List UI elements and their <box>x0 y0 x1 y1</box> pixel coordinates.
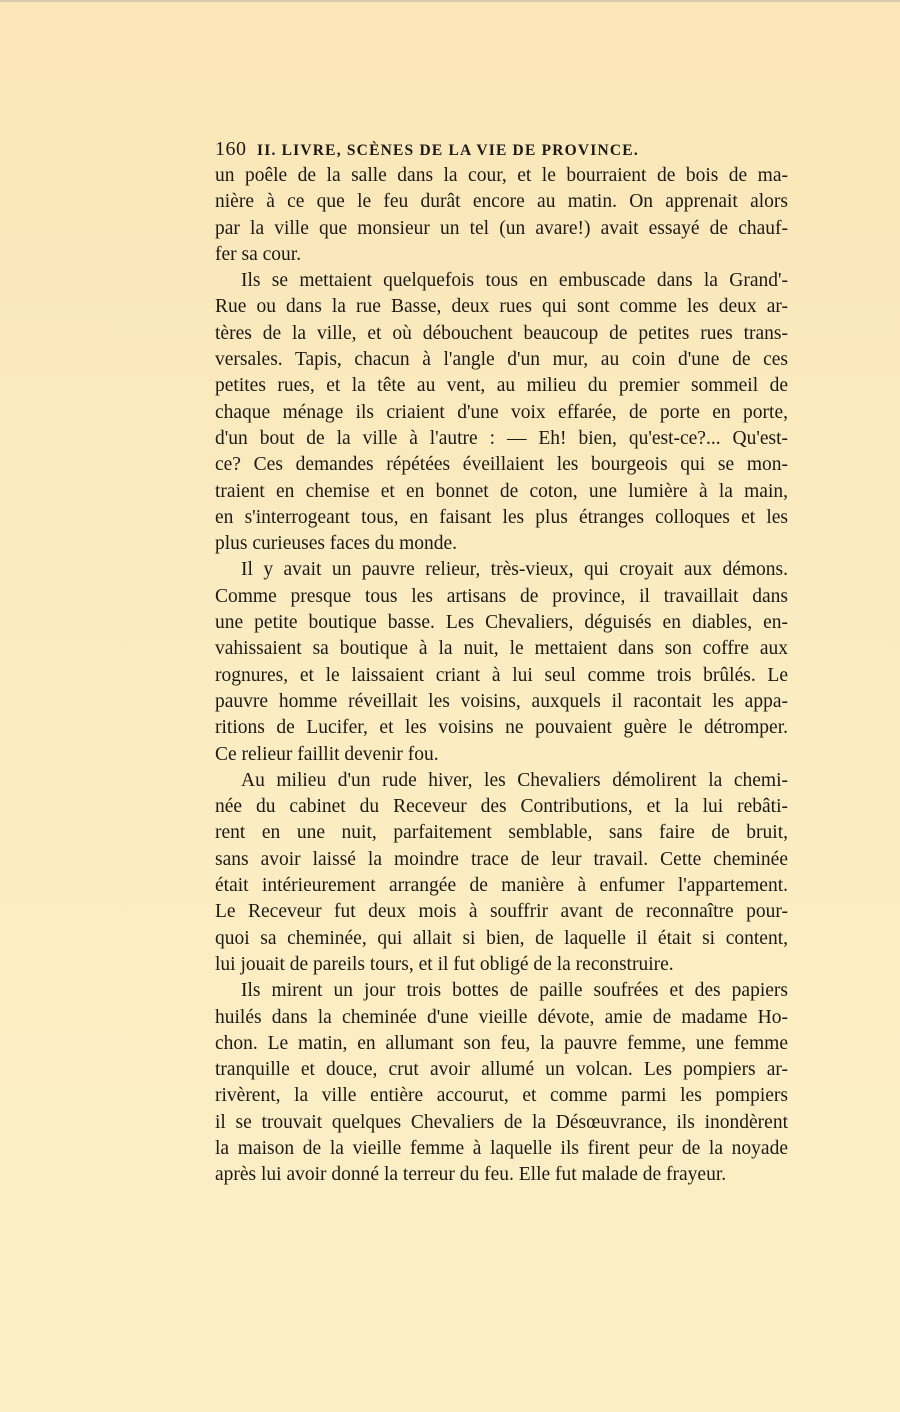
text-line: plus curieuses faces du monde. <box>215 533 458 555</box>
text-line: la maison de la vieille femme à laquelle ils firent peur de la noyade <box>215 1137 788 1159</box>
page-number: 160 <box>215 138 247 160</box>
text-line: lui jouait de pareils tours, et il fut obligé de la reconstruire. <box>215 953 674 975</box>
scan-top-edge <box>0 0 900 2</box>
text-line: Ils mirent un jour trois bottes de paille soufrées et des papiers <box>241 980 788 1002</box>
text-line: Au milieu d'un rude hiver, les Chevaliers démolirent la chemi- <box>241 769 788 791</box>
text-line: petites rues, et la tête au vent, au milieu du premier sommeil de <box>215 375 788 397</box>
text-line: traient en chemise et en bonnet de coton, une lumière à la main, <box>215 480 788 502</box>
text-line: fer sa cour. <box>215 243 302 265</box>
text-line: tranquille et douce, crut avoir allumé un volcan. Les pompiers ar- <box>215 1059 788 1081</box>
paragraph <box>215 978 788 1188</box>
text-line: rivèrent, la ville entière accourut, et comme parmi les pompiers <box>215 1085 788 1107</box>
text-line: nière à ce que le feu durât encore au matin. On apprenait alors <box>215 191 788 213</box>
paragraph <box>215 557 788 767</box>
text-line: était intérieurement arrangée de manière à enfumer l'appartement. <box>215 875 788 897</box>
text-line: sans avoir laissé la moindre trace de leur travail. Cette cheminée <box>215 848 788 870</box>
paragraph <box>215 268 788 557</box>
text-line: tères de la ville, et où débouchent beaucoup de petites rues trans- <box>215 322 788 344</box>
text-line: vahissaient sa boutique à la nuit, le mettaient dans son coffre aux <box>215 638 788 660</box>
text-line: d'un bout de la ville à l'autre : — Eh! bien, qu'est-ce?... Qu'est- <box>215 427 788 449</box>
book-page <box>215 136 788 1189</box>
text-line: ce? Ces demandes répétées éveillaient les bourgeois qui se mon- <box>215 454 788 476</box>
text-line: huilés dans la cheminée d'une vieille dévote, amie de madame Ho- <box>215 1006 788 1028</box>
text-line: Comme presque tous les artisans de province, il travaillait dans <box>215 585 788 607</box>
text-line: versales. Tapis, chacun à l'angle d'un mur, au coin d'une de ces <box>215 349 788 371</box>
paragraph <box>215 768 788 978</box>
running-title: II. LIVRE, SCÈNES DE LA VIE DE PROVINCE. <box>257 142 639 159</box>
text-line: chon. Le matin, en allumant son feu, la pauvre femme, une femme <box>215 1032 788 1054</box>
running-head <box>215 136 788 163</box>
text-line: rognures, et le laissaient criant à lui seul comme trois brûlés. Le <box>215 664 788 686</box>
text-line: ritions de Lucifer, et les voisins ne pouvaient guère le détromper. <box>215 717 788 739</box>
paragraph <box>215 163 788 268</box>
text-line: il se trouvait quelques Chevaliers de la Désœuvrance, ils inondèrent <box>215 1111 788 1133</box>
text-line: Le Receveur fut deux mois à souffrir avant de reconnaître pour- <box>215 901 788 923</box>
text-line: une petite boutique basse. Les Chevaliers, déguisés en diables, en- <box>215 612 788 634</box>
text-line: un poêle de la salle dans la cour, et le bourraient de bois de ma- <box>215 165 788 186</box>
text-line: Ce relieur faillit devenir fou. <box>215 743 439 765</box>
text-line: Rue ou dans la rue Basse, deux rues qui sont comme les deux ar- <box>215 296 788 318</box>
text-line: rent en une nuit, parfaitement semblable, sans faire de bruit, <box>215 822 788 844</box>
text-line: par la ville que monsieur un tel (un avare!) avait essayé de chauf- <box>215 217 788 239</box>
page-body <box>215 163 788 1189</box>
text-line: pauvre homme réveillait les voisins, auxquels il racontait les appa- <box>215 690 788 712</box>
text-line: quoi sa cheminée, qui allait si bien, de laquelle il était si content, <box>215 927 788 949</box>
text-line: après lui avoir donné la terreur du feu. Elle fut malade de frayeur. <box>215 1164 727 1186</box>
text-line: Il y avait un pauvre relieur, très-vieux, qui croyait aux démons. <box>241 559 788 581</box>
text-line: chaque ménage ils criaient d'une voix effarée, de porte en porte, <box>215 401 788 423</box>
text-line: née du cabinet du Receveur des Contributions, et la lui rebâti- <box>215 796 788 818</box>
text-line: Ils se mettaient quelquefois tous en embuscade dans la Grand'- <box>241 270 788 292</box>
text-line: en s'interrogeant tous, en faisant les plus étranges colloques et les <box>215 506 788 528</box>
